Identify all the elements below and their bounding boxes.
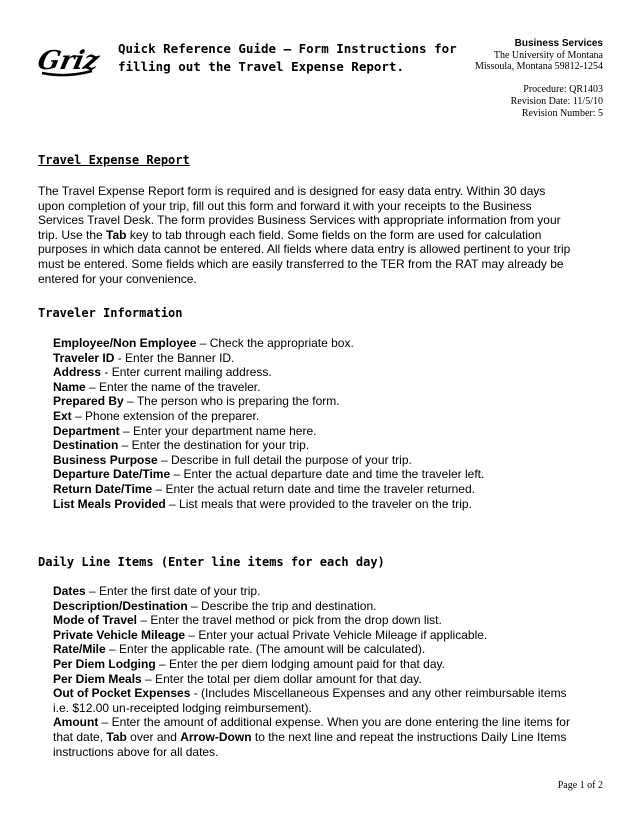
text-line <box>53 686 613 701</box>
field-label: Prepared By <box>53 394 124 409</box>
field-label: Mode of Travel <box>53 613 138 628</box>
text-line <box>38 199 608 214</box>
text-line <box>53 351 613 366</box>
field-description: – Enter the amount of additional expense. When you are done entering the line items for <box>98 715 570 730</box>
field-label: Description/Destination <box>53 598 188 613</box>
text-line <box>53 336 613 351</box>
field-label: Arrow-Down <box>180 729 252 744</box>
text-line <box>38 184 608 199</box>
text-line <box>53 409 613 424</box>
text-line <box>53 730 613 745</box>
procedure-number: Procedure: QR1403 <box>523 84 603 95</box>
text-line <box>38 213 608 228</box>
procedure-block <box>511 84 603 120</box>
text-line <box>53 672 613 687</box>
org-line-2: Missoula, Montana 59812-1254 <box>474 61 603 72</box>
field-description: – Phone extension of the preparer. <box>71 408 260 423</box>
field-label: Rate/Mile <box>53 642 106 657</box>
field-description: trip. Use the <box>38 227 107 242</box>
revision-date: Revision Date: 11/5/10 <box>510 96 603 107</box>
text-line <box>53 584 613 599</box>
org-name: Business Services <box>514 38 603 49</box>
field-description: – Enter the travel method or pick from the drop down list. <box>137 613 442 628</box>
traveler-field-list <box>53 336 613 511</box>
field-description: – List meals that were provided to the traveler on the trip. <box>165 496 472 511</box>
text-line <box>53 482 613 497</box>
text-line <box>38 242 608 257</box>
field-description: – Describe the trip and destination. <box>187 598 377 613</box>
section-heading-daily-line-items: Daily Line Items (Enter line items for each day) <box>38 555 385 569</box>
field-label: Address <box>53 365 102 380</box>
field-description: must be entered. Some fields which are easily transferred to the TER from the RAT may already be <box>38 256 564 271</box>
field-description: – Enter the name of the traveler. <box>85 379 261 394</box>
field-label: Departure Date/Time <box>53 467 171 482</box>
field-label: Per Diem Meals <box>53 671 142 686</box>
text-line <box>53 380 613 395</box>
section-heading-traveler-information: Traveler Information <box>38 306 183 320</box>
field-label: Destination <box>53 438 119 453</box>
field-label: Department <box>53 423 120 438</box>
field-description: upon completion of your trip, fill out this form and forward it with your receipts to the Business <box>38 198 532 213</box>
text-line <box>53 657 613 672</box>
field-label: Dates <box>53 584 86 598</box>
org-line-1: The University of Montana <box>493 49 603 61</box>
text-line <box>53 394 613 409</box>
intro-paragraph <box>38 184 608 286</box>
field-description: The Travel Expense Report form is required and is designed for easy data entry. Within 30 days <box>38 184 546 198</box>
field-description: entered for your convenience. <box>38 271 197 286</box>
field-description: – Enter the total per diem dollar amount for that day. <box>141 671 422 686</box>
section-heading-travel-expense-report: Travel Expense Report <box>38 153 190 167</box>
field-description: Services Travel Desk. The form provides Business Services with appropriate information from your <box>38 213 561 228</box>
text-line <box>38 272 608 287</box>
text-line <box>53 715 613 730</box>
field-label: List Meals Provided <box>53 496 166 511</box>
field-label: Tab <box>106 227 127 242</box>
field-label: Employee/Non Employee <box>53 336 197 350</box>
text-line <box>53 613 613 628</box>
field-description: – The person who is preparing the form. <box>123 394 340 409</box>
text-line <box>38 257 608 272</box>
field-label: Tab <box>106 729 127 744</box>
field-label: Amount <box>53 715 99 730</box>
field-description: – Enter your department name here. <box>119 423 317 438</box>
field-description: – Enter the destination for your trip. <box>118 438 310 453</box>
text-line <box>53 453 613 468</box>
field-label: Ext <box>53 408 72 423</box>
field-label: Business Purpose <box>53 452 158 467</box>
field-description: - Enter the Banner ID. <box>114 350 235 365</box>
field-description: – Enter the actual return date and time the traveler returned. <box>152 481 475 496</box>
field-description: - Enter current mailing address. <box>101 365 272 380</box>
text-line <box>53 642 613 657</box>
griz-logo-text: Griz <box>34 45 102 76</box>
field-label: Private Vehicle Mileage <box>53 627 186 642</box>
text-line <box>53 628 613 643</box>
revision-number: Revision Number: 5 <box>521 108 603 119</box>
page-number: Page 1 of 2 <box>557 780 603 791</box>
griz-logo <box>34 38 102 78</box>
guide-title-line-1: Quick Reference Guide – Form Instructions for <box>118 41 457 56</box>
field-description: – Check the appropriate box. <box>196 336 354 350</box>
field-description: instructions above for all dates. <box>53 744 219 759</box>
field-description: – Enter the actual departure date and time the traveler left. <box>170 467 485 482</box>
field-description: – Enter your actual Private Vehicle Mileage if applicable. <box>185 627 488 642</box>
field-description: to the next line and repeat the instructions Daily Line Items <box>251 729 567 744</box>
field-description: over and <box>126 729 181 744</box>
field-label: Return Date/Time <box>53 481 153 496</box>
text-line <box>53 701 613 716</box>
field-description: i.e. $12.00 un-receipted lodging reimbursement). <box>53 700 312 715</box>
org-block <box>475 38 603 73</box>
field-label: Out of Pocket Expenses <box>53 686 191 701</box>
field-description: – Describe in full detail the purpose of your trip. <box>157 452 412 467</box>
text-line <box>53 467 613 482</box>
text-line <box>53 497 613 512</box>
daily-line-item-list <box>53 584 613 759</box>
field-label: Name <box>53 379 86 394</box>
field-description: purposes in which data cannot be entered. All fields where data entry is allowed pertinent to your trip <box>38 242 571 257</box>
text-line <box>53 745 613 760</box>
guide-title-line-2: filling out the Travel Expense Report. <box>118 59 404 74</box>
field-description: – Enter the applicable rate. (The amount will be calculated). <box>105 642 426 657</box>
guide-title <box>118 40 457 76</box>
text-line <box>38 228 608 243</box>
field-label: Per Diem Lodging <box>53 656 156 671</box>
text-line <box>53 424 613 439</box>
text-line <box>53 438 613 453</box>
field-description: that date, <box>53 729 107 744</box>
field-label: Traveler ID <box>53 350 115 365</box>
field-description: – Enter the first date of your trip. <box>85 584 261 598</box>
field-description: – Enter the per diem lodging amount paid for that day. <box>155 656 445 671</box>
griz-logo-graphic <box>34 38 102 78</box>
field-description: key to tab through each field. Some fields on the form are used for calculation <box>126 227 542 242</box>
text-line <box>53 599 613 614</box>
text-line <box>53 365 613 380</box>
field-description: - (Includes Miscellaneous Expenses and any other reimbursable items <box>190 686 567 701</box>
